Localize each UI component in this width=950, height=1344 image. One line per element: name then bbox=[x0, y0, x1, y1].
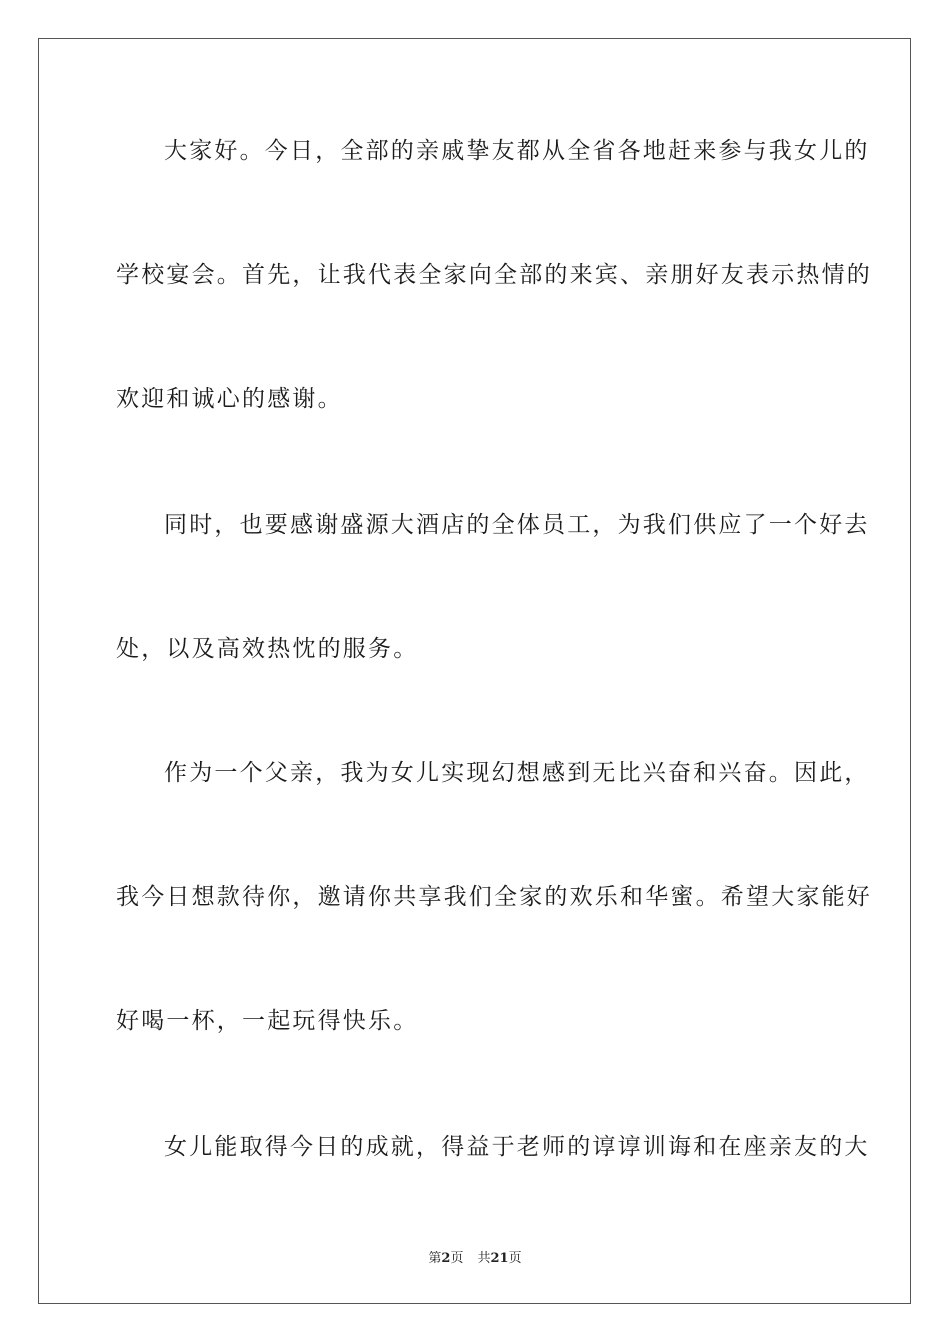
text-line-7: 我今日想款待你，邀请你共享我们全家的欢乐和华蜜。希望大家能好 bbox=[116, 884, 872, 910]
page-number: 2 bbox=[441, 1251, 451, 1266]
text-line-4: 同时，也要感谢盛源大酒店的全体员工，为我们供应了一个好去 bbox=[164, 512, 870, 538]
text-line-9: 女儿能取得今日的成就，得益于老师的谆谆训诲和在座亲友的大 bbox=[164, 1134, 870, 1160]
text-line-6: 作为一个父亲，我为女儿实现幻想感到无比兴奋和兴奋。因此， bbox=[164, 760, 870, 786]
text-line-1: 大家好。今日，全部的亲戚挚友都从全省各地赶来参与我女儿的 bbox=[164, 138, 870, 164]
text-line-3: 欢迎和诚心的感谢。 bbox=[116, 386, 343, 412]
page-prefix: 第 bbox=[428, 1251, 442, 1266]
page-suffix: 页 bbox=[450, 1251, 464, 1266]
page-footer bbox=[0, 1247, 950, 1266]
total-prefix: 共 bbox=[477, 1251, 491, 1266]
total-suffix: 页 bbox=[508, 1251, 522, 1266]
text-line-5: 处，以及高效热忱的服务。 bbox=[116, 636, 419, 662]
text-line-2: 学校宴会。首先，让我代表全家向全部的来宾、亲朋好友表示热情的 bbox=[116, 262, 872, 288]
total-pages: 21 bbox=[490, 1251, 509, 1266]
text-line-8: 好喝一杯，一起玩得快乐。 bbox=[116, 1008, 419, 1034]
page-frame bbox=[38, 38, 911, 1304]
